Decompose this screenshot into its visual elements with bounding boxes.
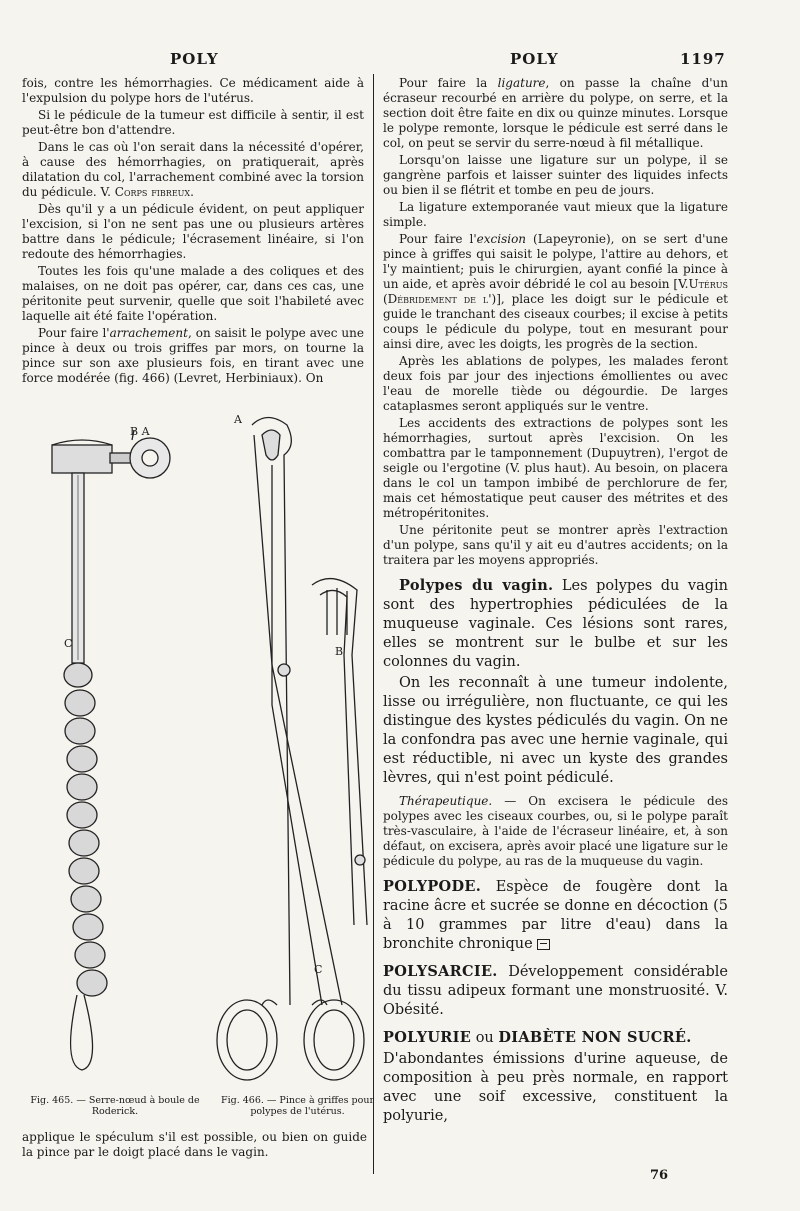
- paragraph: Dès qu'il y a un pédicule évident, on peut appliquer l'excision, si l'on ne sent pas une ou plusieurs artères battre dans le pédicule; l'écrasement linéaire, si l'on redoute des hémorrhagies.: [22, 202, 364, 261]
- paragraph: Après les ablations de polypes, les malades feront deux fois par jour des injections émollientes ou avec l'eau de morelle tiède ou dégourdie. De larges cataplasmes seront appliqués sur le ventre.: [383, 354, 728, 413]
- paragraph: [22, 140, 364, 200]
- paragraph-text: — On excisera le pédicule des polypes avec les ciseaux courbes, ou, si le polype paraît très-vasculaire, à l'aide de l'écraseur linéaire, et, à son défaut, on excisera, après avoir placé une ligature sur le pédicule du polype, au ras de la muqueuse du vagin.: [383, 794, 728, 868]
- page-number: 1197: [680, 50, 726, 68]
- paragraph: [383, 877, 728, 954]
- figure-caption: Fig. 465. — Serre-nœud à boule de Roderick.: [30, 1095, 200, 1117]
- entry-heading: POLYURIE: [383, 1029, 472, 1046]
- paragraph-text: Développement considérable du tissu adipeux formant une monstruosité. V. Obésité.: [383, 964, 728, 1018]
- paragraph: applique le spéculum s'il est possible, ou bien on guide la pince par le doigt placé dans le vagin.: [22, 1130, 367, 1159]
- paragraph-text: Dans le cas où l'on serait dans la nécessité d'opérer, à cause des hémorrhagies, on pratiquerait, après dilatation du col, l'arrachement combiné avec la torsion du pédicule. V.: [22, 140, 364, 199]
- entry-heading: DIABÈTE NON SUCRÉ.: [498, 1029, 692, 1046]
- paragraph: fois, contre les hémorrhagies. Ce médicament aide à l'expulsion du polype hors de l'utérus.: [22, 76, 364, 105]
- entry-polypes-du-vagin: [383, 576, 728, 788]
- paragraph-text: ], place les doigt sur le pédicule et guide le tranchant des ciseaux courbes; il excise à petits coups le pédicule du polype, tout en mesurant pour ainsi dire, avec les doigts, les progrès de la section.: [383, 292, 728, 351]
- label-c: C: [314, 963, 323, 976]
- figures-area: [22, 405, 372, 1095]
- paragraph: [22, 326, 364, 386]
- paragraph: [383, 232, 728, 352]
- paragraph-text: , on saisit le polype avec une pince à deux ou trois griffes par mors, on tourne la pince sur son axe plusieurs fois, en tirant avec une force modérée (fig. 466) (Levret, Herbiniaux). On: [22, 326, 364, 385]
- italic-term: Thérapeutique.: [399, 794, 493, 808]
- paragraph: Toutes les fois qu'une malade a des coliques et des malaises, on ne doit pas opérer, car, dans ces cas, une péritonite peut survenir, quelle que soit l'habileté avec laquelle ait été faite l'opération.: [22, 264, 364, 323]
- paragraph-text: , on passe la chaîne d'un écraseur recourbé en arrière du polype, on serre, et la section doit être faite en dix ou quinze minutes. Lorsque le polype remonte, lorsque le pédicule est serré dans le col, on peut se servir du serre-nœud à fil métallique.: [383, 76, 729, 150]
- paragraph: La ligature extemporanée vaut mieux que la ligature simple.: [383, 200, 728, 229]
- paragraph: D'abondantes émissions d'urine aqueuse, de composition à peu près normale, en rapport avec une soif excessive, constituent la polyurie,: [383, 1051, 728, 1124]
- signature-mark: 76: [650, 1168, 669, 1183]
- paragraph-text: Espèce de fougère dont la racine âcre et sucrée se donne en décoction (5 à 10 grammes par litre d'eau) dans la bronchite chronique: [383, 879, 728, 952]
- label-a: A: [234, 413, 242, 426]
- entry-heading: Polypes du vagin.: [399, 577, 554, 594]
- formulary-box-icon: [537, 939, 550, 950]
- paragraph-text: Pour faire l': [399, 232, 477, 246]
- italic-term: arrachement: [109, 326, 188, 340]
- entry-polypode: [383, 877, 728, 954]
- label-b-a: B A: [130, 425, 150, 438]
- paragraph-text: Pour faire la: [399, 76, 498, 90]
- figure-caption: Fig. 466. — Pince à griffes pour polypes de l'utérus.: [220, 1095, 375, 1117]
- paragraph: Lorsqu'on laisse une ligature sur un polype, il se gangrène parfois et laisser suinter des liquides infects ou bien il se flétrit et tombe en peu de jours.: [383, 153, 728, 197]
- label-c: C: [64, 637, 73, 650]
- paragraph: Les accidents des extractions de polypes sont les hémorrhagies, surtout après l'excision. On les combattra par le tamponnement (Dupuytren), l'ergot de seigle ou l'ergotine (V. plus haut). Au besoin, on placera dans le col un tampon imbibé de perchlorure de fer, mais cet hémostatique peut causer des métrites et des métropéritonites.: [383, 416, 728, 520]
- right-column: [383, 76, 728, 1128]
- paragraph: [383, 576, 728, 672]
- paragraph: Une péritonite peut se montrer après l'extraction d'un polype, sans qu'il y ait eu d'autres accidents; on la traitera par les moyens appropriés.: [383, 523, 728, 567]
- pince-a-griffes-illustration: [217, 418, 367, 1081]
- running-head-right: POLY: [510, 50, 559, 68]
- paragraph-text: ou: [471, 1030, 499, 1046]
- cross-reference: Corps fibreux.: [114, 185, 194, 199]
- italic-term: ligature: [497, 76, 546, 90]
- entry-polysarcie: [383, 962, 728, 1020]
- paragraph: [383, 962, 728, 1020]
- entry-heading: POLYSARCIE.: [383, 963, 498, 980]
- italic-term: excision: [476, 232, 527, 246]
- column-rule: [373, 74, 374, 1174]
- paragraph: Si le pédicule de la tumeur est difficile à sentir, il est peut-être bon d'attendre.: [22, 108, 364, 137]
- paragraph: [383, 1028, 728, 1048]
- paragraph: On les reconnaît à une tumeur indolente, lisse ou irrégulière, non fluctuante, ce qui les distingue des kystes pédiculés du vagin. On ne la confondra pas avec une hernie vaginale, qui est réductible, ni avec un kyste des grandes lèvres, qui n'est point pédiculé.: [383, 675, 728, 786]
- paragraph-text: (Lapeyronie), on se sert d'une pince à griffes qui saisit le polype, l'attire au dehors, et l'y maintient; puis le chirurgien, ayant confié la pince à un aide, et après avoir débridé le col au besoin [V.: [383, 232, 728, 291]
- surgical-instruments-illustration: [22, 405, 372, 1095]
- serre-noeud-illustration: [52, 430, 170, 1070]
- left-column: [22, 76, 364, 388]
- running-head-left: POLY: [170, 50, 219, 68]
- entry-heading: POLYPODE.: [383, 878, 482, 895]
- paragraph: [383, 794, 728, 869]
- cross-reference: Utérus (Débridement de l'): [383, 277, 728, 306]
- paragraph-text: Les polypes du vagin sont des hypertrophies pédiculées de la muqueuse vaginale. Ces lésions sont rares, elles se montrent sur le bulbe et sur les colonnes du vagin.: [383, 578, 728, 670]
- paragraph: [383, 76, 728, 151]
- label-b: B: [335, 645, 344, 658]
- paragraph-text: Pour faire l': [38, 326, 110, 340]
- entry-polyurie: [383, 1028, 728, 1126]
